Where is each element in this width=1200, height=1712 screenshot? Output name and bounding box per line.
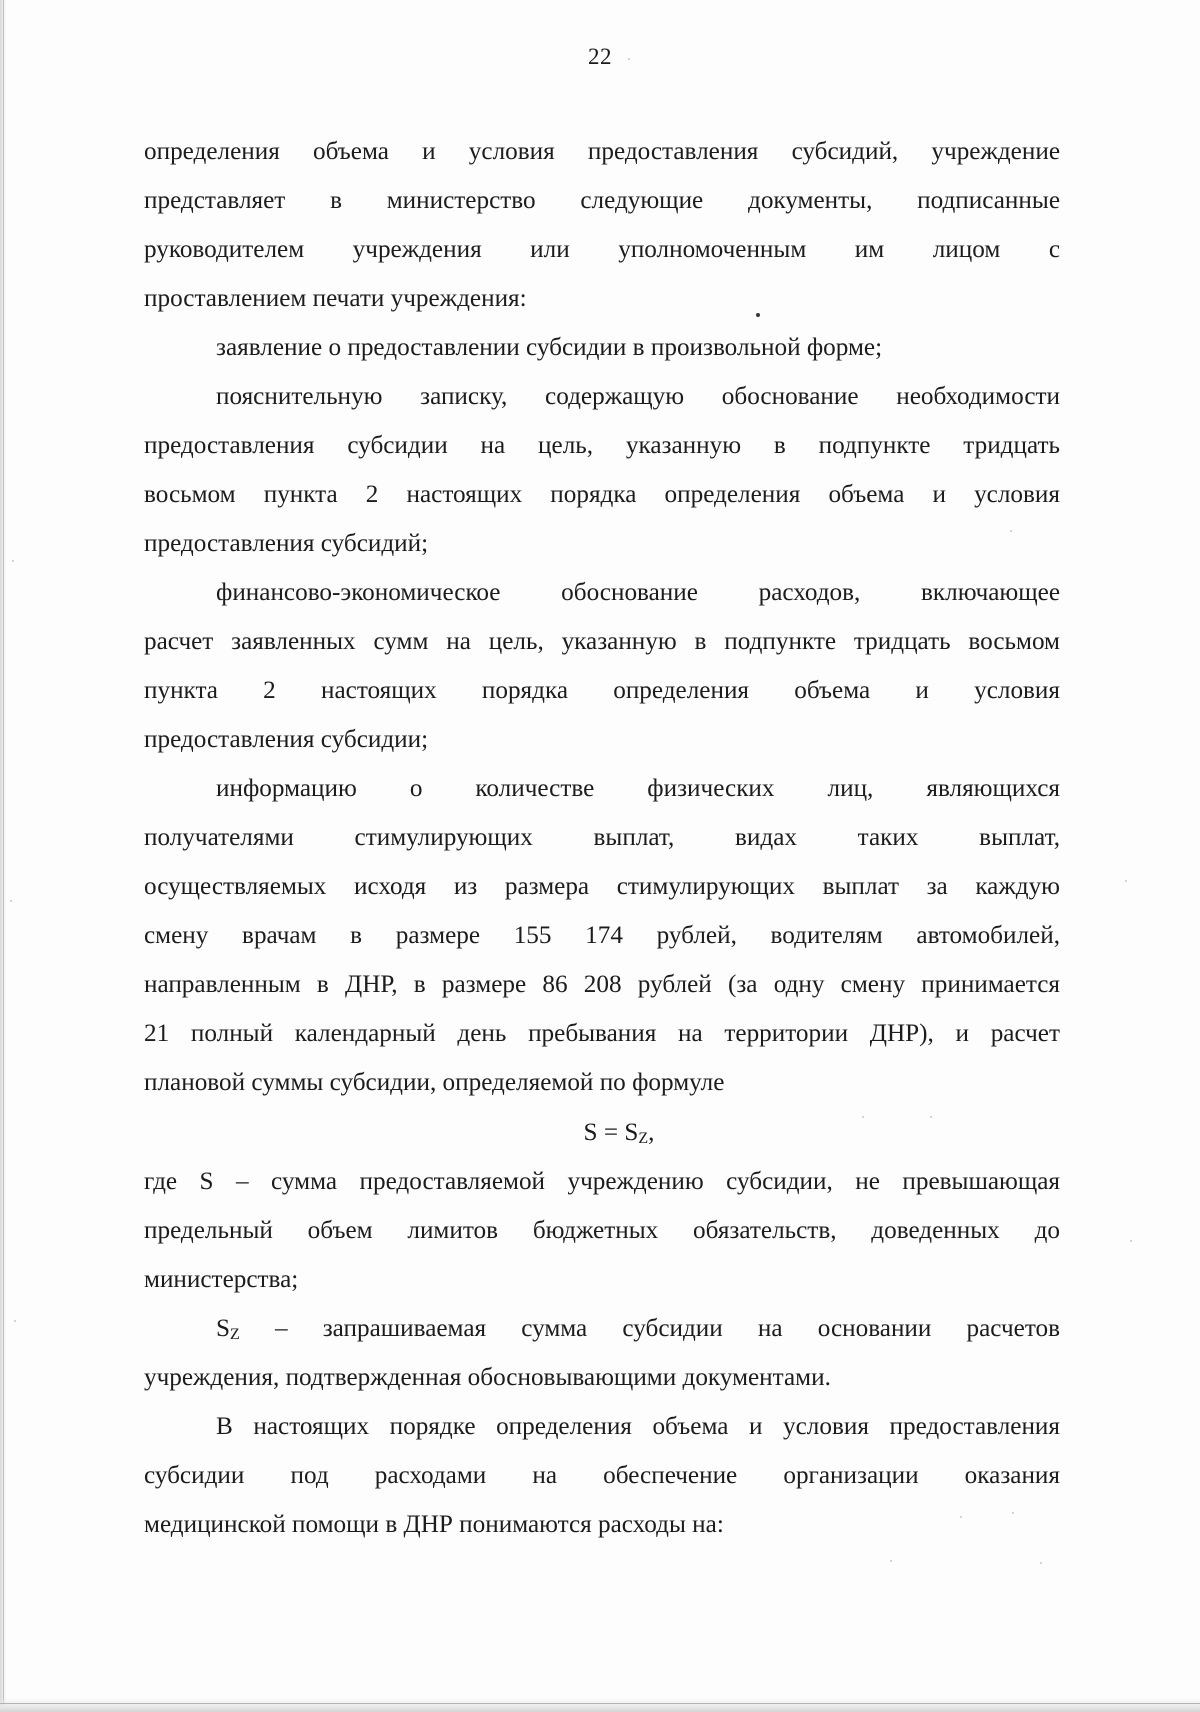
scan-left-border-line [3, 0, 4, 1712]
formula-rhs-base: S [624, 1119, 639, 1146]
list-item-line: информацию о количестве физических лиц, являющихся [216, 775, 1060, 802]
list-item-line: пояснительную записку, содержащую обоснование необходимости [216, 383, 1060, 410]
paragraph-line: руководителем учреждения или уполномоченным им лицом с [144, 236, 1060, 263]
scan-speck [1125, 880, 1127, 882]
list-item-line: 21 полный календарный день пребывания на территории ДНР), и расчет [144, 1020, 1060, 1047]
formula-lhs: S [583, 1119, 598, 1146]
sz-symbol-subscript: Z [230, 1326, 240, 1343]
formula-rhs-subscript: Z [638, 1130, 649, 1147]
sz-definition-text: – запрашиваемая сумма субсидии на основании расчетов [239, 1315, 1060, 1342]
definition-line: где S – сумма предоставляемой учреждению субсидии, не превышающая [144, 1168, 1060, 1195]
scan-bottom-edge [0, 1698, 1200, 1712]
list-item-line: расчет заявленных сумм на цель, указанную в подпункте тридцать восьмом [144, 628, 1060, 655]
formula-equals: = [597, 1119, 625, 1146]
definition-line: министерства; [144, 1266, 299, 1293]
formula-tail: , [648, 1119, 655, 1146]
definition-line: учреждения, подтвержденная обосновывающими документами. [144, 1364, 831, 1391]
scan-speck [1010, 530, 1012, 532]
definition-line: предельный объем лимитов бюджетных обязательств, доведенных до [144, 1217, 1060, 1244]
list-item-line: восьмом пункта 2 настоящих порядка определения объема и условия [144, 481, 1060, 508]
list-item-line: смену врачам в размере 155 174 рублей, водителям автомобилей, [144, 922, 1060, 949]
list-item-line: получателями стимулирующих выплат, видах таких выплат, [144, 824, 1060, 851]
scan-speck [1012, 1512, 1014, 1514]
list-item-line: направленным в ДНР, в размере 86 208 рублей (за одну смену принимается [144, 971, 1060, 998]
scan-speck [890, 1560, 892, 1562]
list-item-line: предоставления субсидии на цель, указанную в подпункте тридцать [144, 432, 1060, 459]
closing-line: медицинской помощи в ДНР понимаются расходы на: [144, 1511, 724, 1538]
scan-speck [12, 560, 14, 562]
page-number: 22 [588, 44, 612, 69]
scan-speck [756, 313, 760, 317]
list-item-line: предоставления субсидий; [144, 530, 429, 557]
list-item-line: осуществляемых исходя из размера стимулирующих выплат за каждую [144, 873, 1060, 900]
scan-speck [10, 900, 12, 902]
formula [0, 1118, 1200, 1154]
scan-speck [1130, 1240, 1132, 1242]
scan-speck [1040, 1562, 1042, 1564]
list-item-line: заявление о предоставлении субсидии в произвольной форме; [216, 334, 883, 361]
scan-bottom-border-line [0, 1703, 1200, 1704]
scan-speck [14, 1320, 16, 1322]
paragraph-line: проставлением печати учреждения: [144, 285, 527, 312]
list-item-line: пункта 2 настоящих порядка определения объема и условия [144, 677, 1060, 704]
list-item-line: финансово-экономическое обоснование расходов, включающее [216, 579, 1060, 606]
paragraph-line: представляет в министерство следующие документы, подписанные [144, 187, 1060, 214]
scan-speck [960, 1516, 962, 1518]
definition-line [216, 1314, 1060, 1344]
list-item-line: предоставления субсидии; [144, 726, 429, 753]
closing-line: В настоящих порядке определения объема и условия предоставления [216, 1413, 1060, 1440]
sz-symbol-base: S [216, 1315, 231, 1342]
paragraph-line: определения объема и условия предоставления субсидий, учреждение [144, 138, 1060, 165]
list-item-line: плановой суммы субсидии, определяемой по формуле [144, 1069, 725, 1096]
closing-line: субсидии под расходами на обеспечение организации оказания [144, 1462, 1060, 1489]
